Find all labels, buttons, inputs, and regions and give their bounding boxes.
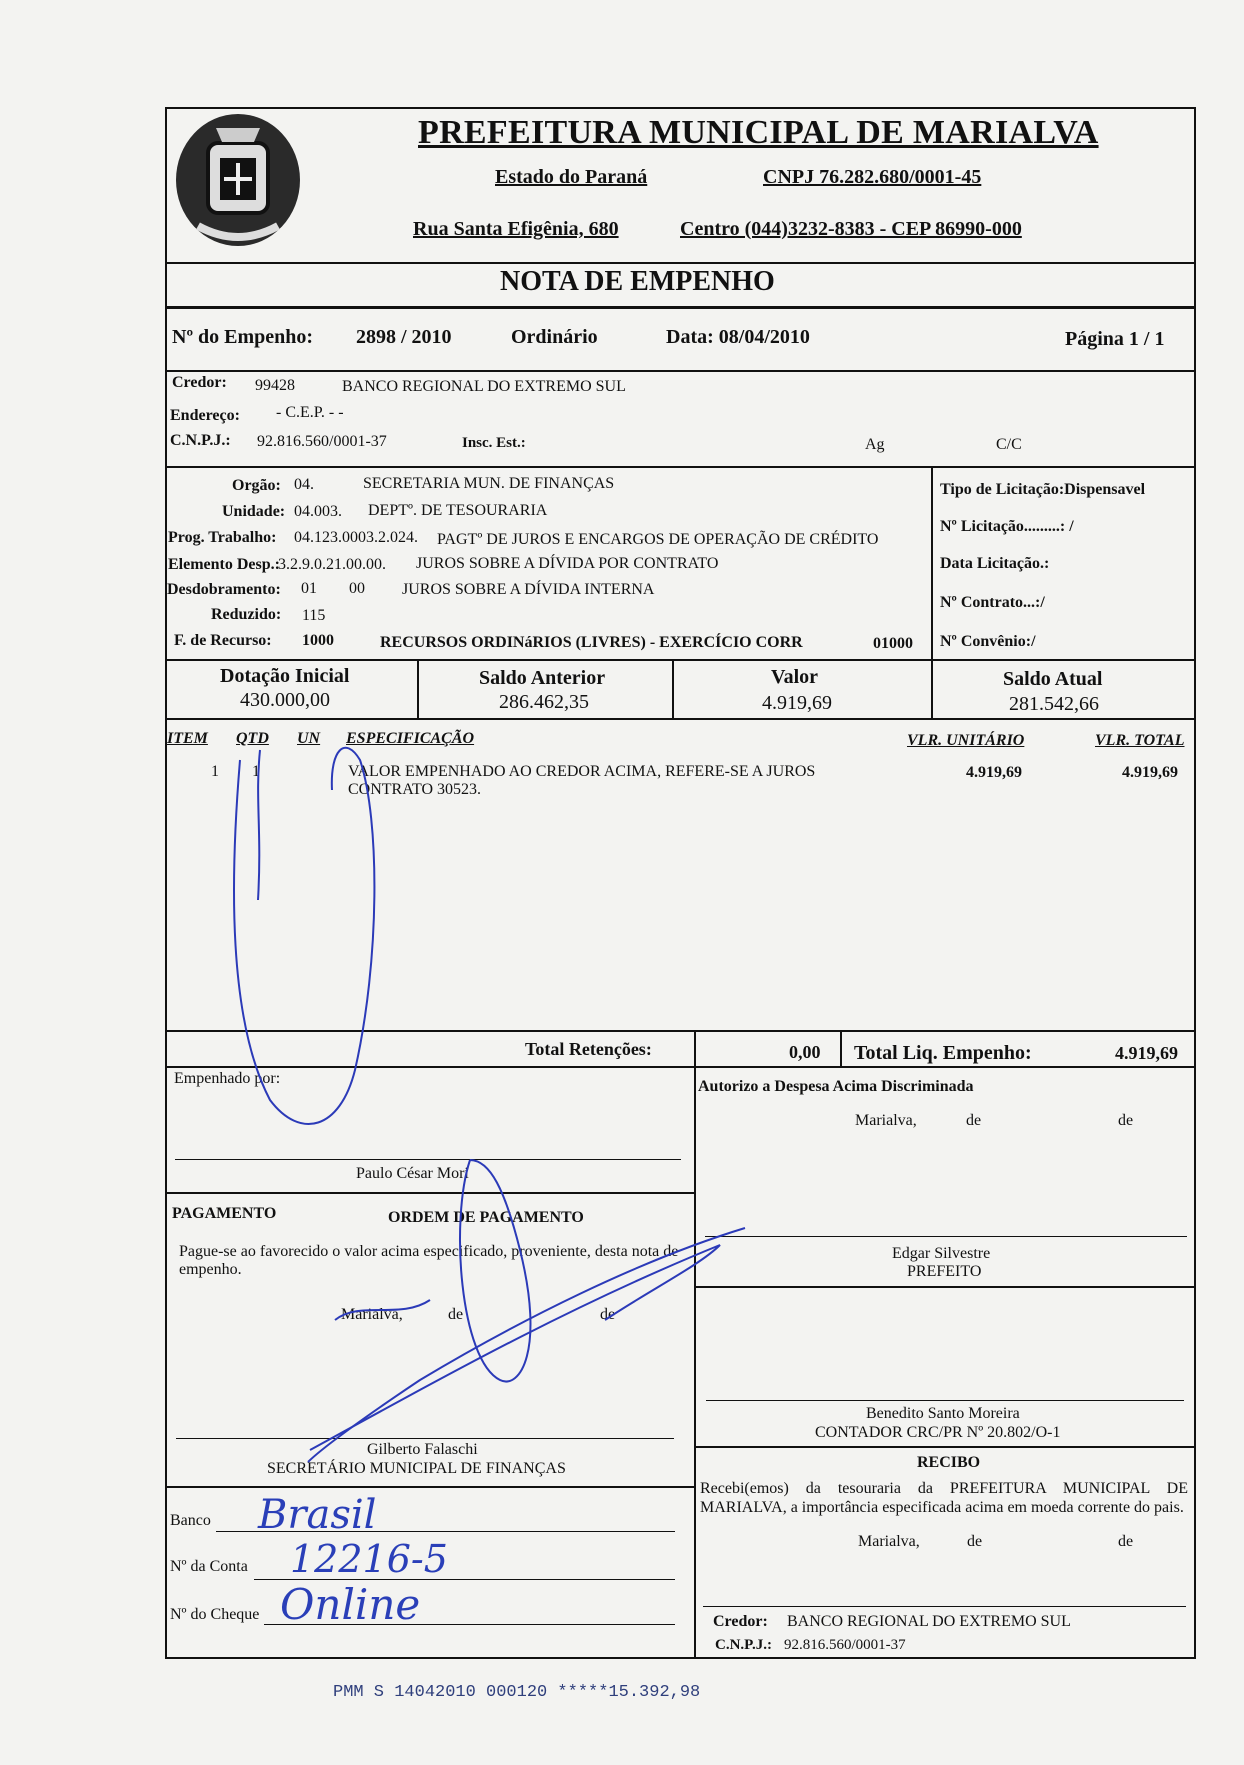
pagamento-texto: Pague-se ao favorecido o valor acima especificado, proveniente, desta nota de empenho. (179, 1243, 679, 1278)
conta-label: Nº da Conta (170, 1558, 248, 1575)
item-number: 1 (211, 763, 219, 780)
col-item: ITEM (167, 730, 208, 747)
retencoes-value: 0,00 (789, 1042, 821, 1062)
retencoes-label: Total Retenções: (525, 1039, 652, 1059)
credor-cnpj-label: C.N.P.J.: (170, 432, 231, 449)
agencia-label: Ag (865, 436, 885, 453)
desdobramento-label: Desdobramento: (167, 581, 281, 598)
autorizo-local: Marialva, (855, 1112, 917, 1129)
vertical-divider (840, 1030, 842, 1068)
col-valor-unitario: VLR. UNITÁRIO (907, 732, 1025, 749)
pagamento-local: Marialva, (341, 1306, 403, 1323)
saldo-atual-value: 281.542,66 (1009, 693, 1099, 715)
empenho-number-label: Nº do Empenho: (172, 326, 314, 348)
valor-label: Valor (771, 666, 819, 688)
secretario-nome: Gilberto Falaschi (367, 1441, 478, 1458)
orgao-desc: SECRETARIA MUN. DE FINANÇAS (363, 475, 615, 492)
header-contact: Centro (044)3232-8383 - CEP 86990-000 (680, 218, 1022, 240)
empenhado-nome: Paulo César Mori (356, 1165, 469, 1182)
recibo-local: Marialva, (858, 1533, 920, 1550)
signature-line (175, 1159, 681, 1160)
signature-line (705, 1236, 1187, 1237)
prefeito-nome: Edgar Silvestre (892, 1245, 991, 1262)
vertical-divider (931, 659, 933, 719)
vertical-divider (694, 1066, 696, 1659)
divider (165, 1486, 695, 1488)
recibo-de-2: de (1118, 1533, 1134, 1550)
credor-label: Credor: (172, 374, 227, 391)
autorizo-text: Autorizo a Despesa Acima Discriminada (698, 1078, 974, 1095)
recibo-credor-nome: BANCO REGIONAL DO EXTREMO SUL (787, 1613, 1071, 1630)
header-cnpj: CNPJ 76.282.680/0001-45 (763, 166, 982, 188)
licitacao-data: Data Licitação.: (940, 555, 1050, 572)
divider (165, 1066, 1196, 1068)
cheque-label: Nº do Cheque (170, 1606, 260, 1623)
unidade-code: 04.003. (294, 503, 342, 520)
recibo-texto: Recebi(emos) da tesouraria da PREFEITURA MUNICIPAL DE MARIALVA, a importância especificada acima em moeda corrente do pais. (700, 1480, 1188, 1516)
credor-cnpj: 92.816.560/0001-37 (257, 433, 387, 450)
state-name: Estado do Paraná (495, 166, 648, 188)
desdobramento-desc: JUROS SOBRE A DÍVIDA INTERNA (402, 581, 655, 598)
signature-line (176, 1438, 674, 1439)
empenho-date: Data: 08/04/2010 (666, 326, 810, 348)
desdobramento-code-1: 01 (301, 580, 317, 597)
elemento-code: 3.2.9.0.21.00.00. (278, 556, 386, 573)
prefeito-cargo: PREFEITO (907, 1263, 982, 1280)
divider (694, 1446, 1196, 1448)
recurso-desc: RECURSOS ORDINáRIOS (LIVRES) - EXERCÍCIO CORR (380, 634, 803, 651)
municipality-title: PREFEITURA MUNICIPAL DE MARIALVA (418, 114, 1099, 151)
contador-nome: Benedito Santo Moreira (866, 1405, 1020, 1422)
vertical-divider (672, 659, 674, 719)
empenho-type: Ordinário (511, 326, 598, 348)
recibo-cnpj: 92.816.560/0001-37 (784, 1637, 906, 1653)
empenho-number: 2898 / 2010 (356, 326, 452, 348)
divider (165, 659, 1196, 661)
col-qtd: QTD (236, 730, 269, 747)
vertical-divider (931, 466, 933, 660)
page-number: Página 1 / 1 (1065, 328, 1165, 350)
orgao-label: Orgão: (232, 477, 281, 494)
col-valor-total: VLR. TOTAL (1095, 732, 1185, 749)
orgao-code: 04. (294, 476, 314, 493)
ordem-pagamento-title: ORDEM DE PAGAMENTO (388, 1209, 584, 1226)
recibo-credor-label: Credor: (713, 1613, 768, 1630)
saldo-anterior-label: Saldo Anterior (479, 667, 606, 689)
divider (165, 1030, 1196, 1032)
item-desc-line1: VALOR EMPENHADO AO CREDOR ACIMA, REFERE-SE A JUROS (348, 763, 816, 780)
recurso-number: 01000 (873, 635, 913, 652)
pagamento-de-1: de (448, 1306, 464, 1323)
authentication-stamp: PMM S 14042010 000120 *****15.392,98 (333, 1683, 701, 1702)
contrato-numero: Nº Contrato...:/ (940, 594, 1045, 611)
banco-handwritten: Brasil (258, 1492, 377, 1538)
vertical-divider (694, 1030, 696, 1068)
conta-corrente-label: C/C (996, 436, 1022, 453)
divider (165, 718, 1196, 720)
divider (694, 1286, 1196, 1288)
recurso-code: 1000 (302, 632, 334, 649)
document-title: NOTA DE EMPENHO (500, 266, 775, 297)
divider (165, 262, 1196, 264)
pagamento-de-2: de (600, 1306, 616, 1323)
credor-code: 99428 (255, 377, 295, 394)
header-address: Rua Santa Efigênia, 680 (413, 218, 619, 240)
item-unit-value: 4.919,69 (966, 764, 1022, 781)
autorizo-de-2: de (1118, 1112, 1134, 1129)
item-desc-line2: CONTRATO 30523. (348, 781, 482, 798)
banco-label: Banco (170, 1512, 211, 1529)
divider (165, 370, 1196, 372)
divider (165, 1192, 695, 1194)
autorizo-de-1: de (966, 1112, 982, 1129)
conta-handwritten: 12216-5 (290, 1537, 448, 1581)
valor-value: 4.919,69 (762, 692, 832, 714)
pagamento-label: PAGAMENTO (172, 1205, 277, 1222)
col-un: UN (297, 730, 321, 747)
convenio-numero: Nº Convênio:/ (940, 633, 1036, 650)
licitacao-tipo: Tipo de Licitação:Dispensavel (940, 481, 1146, 498)
unidade-desc: DEPTº. DE TESOURARIA (368, 502, 548, 519)
total-liquido-label: Total Liq. Empenho: (854, 1042, 1032, 1064)
vertical-divider (417, 659, 419, 719)
unidade-label: Unidade: (222, 503, 286, 520)
recibo-title: RECIBO (917, 1454, 981, 1471)
prog-trabalho-label: Prog. Trabalho: (168, 529, 277, 546)
cheque-handwritten: Online (280, 1580, 421, 1629)
recibo-cnpj-label: C.N.P.J.: (715, 1637, 772, 1653)
contador-cargo: CONTADOR CRC/PR Nº 20.802/O-1 (815, 1424, 1061, 1441)
credor-name: BANCO REGIONAL DO EXTREMO SUL (342, 378, 626, 395)
coat-of-arms-logo (168, 108, 308, 258)
elemento-desc: JUROS SOBRE A DÍVIDA POR CONTRATO (416, 555, 719, 572)
dotacao-label: Dotação Inicial (220, 665, 350, 687)
elemento-label: Elemento Desp.: (168, 556, 280, 573)
signature-line (703, 1606, 1186, 1607)
prog-trabalho-code: 04.123.0003.2.024. (294, 529, 418, 546)
insc-est-label: Insc. Est.: (462, 435, 526, 451)
col-especificacao: ESPECIFICAÇÃO (346, 730, 475, 747)
empenhado-label: Empenhado por: (174, 1070, 281, 1087)
signature-line (706, 1400, 1184, 1401)
prog-trabalho-desc: PAGTº DE JUROS E ENCARGOS DE OPERAÇÃO DE CRÉDITO (437, 531, 879, 548)
total-liquido-value: 4.919,69 (1115, 1043, 1178, 1063)
item-total-value: 4.919,69 (1122, 764, 1178, 781)
divider (165, 306, 1196, 309)
endereco-label: Endereço: (170, 407, 240, 424)
saldo-anterior-value: 286.462,35 (499, 691, 589, 713)
reduzido-label: Reduzido: (211, 606, 282, 623)
recurso-label: F. de Recurso: (174, 632, 272, 649)
item-qtd: 1 (252, 763, 260, 780)
recibo-de-1: de (967, 1533, 983, 1550)
saldo-atual-label: Saldo Atual (1003, 668, 1103, 690)
desdobramento-code-2: 00 (349, 580, 365, 597)
licitacao-numero: Nº Licitação.........: / (940, 518, 1074, 535)
dotacao-value: 430.000,00 (240, 689, 330, 711)
endereco-value: - C.E.P. - - (276, 404, 344, 421)
divider (165, 466, 1196, 468)
secretario-cargo: SECRETÁRIO MUNICIPAL DE FINANÇAS (267, 1460, 566, 1477)
reduzido-value: 115 (302, 607, 326, 624)
